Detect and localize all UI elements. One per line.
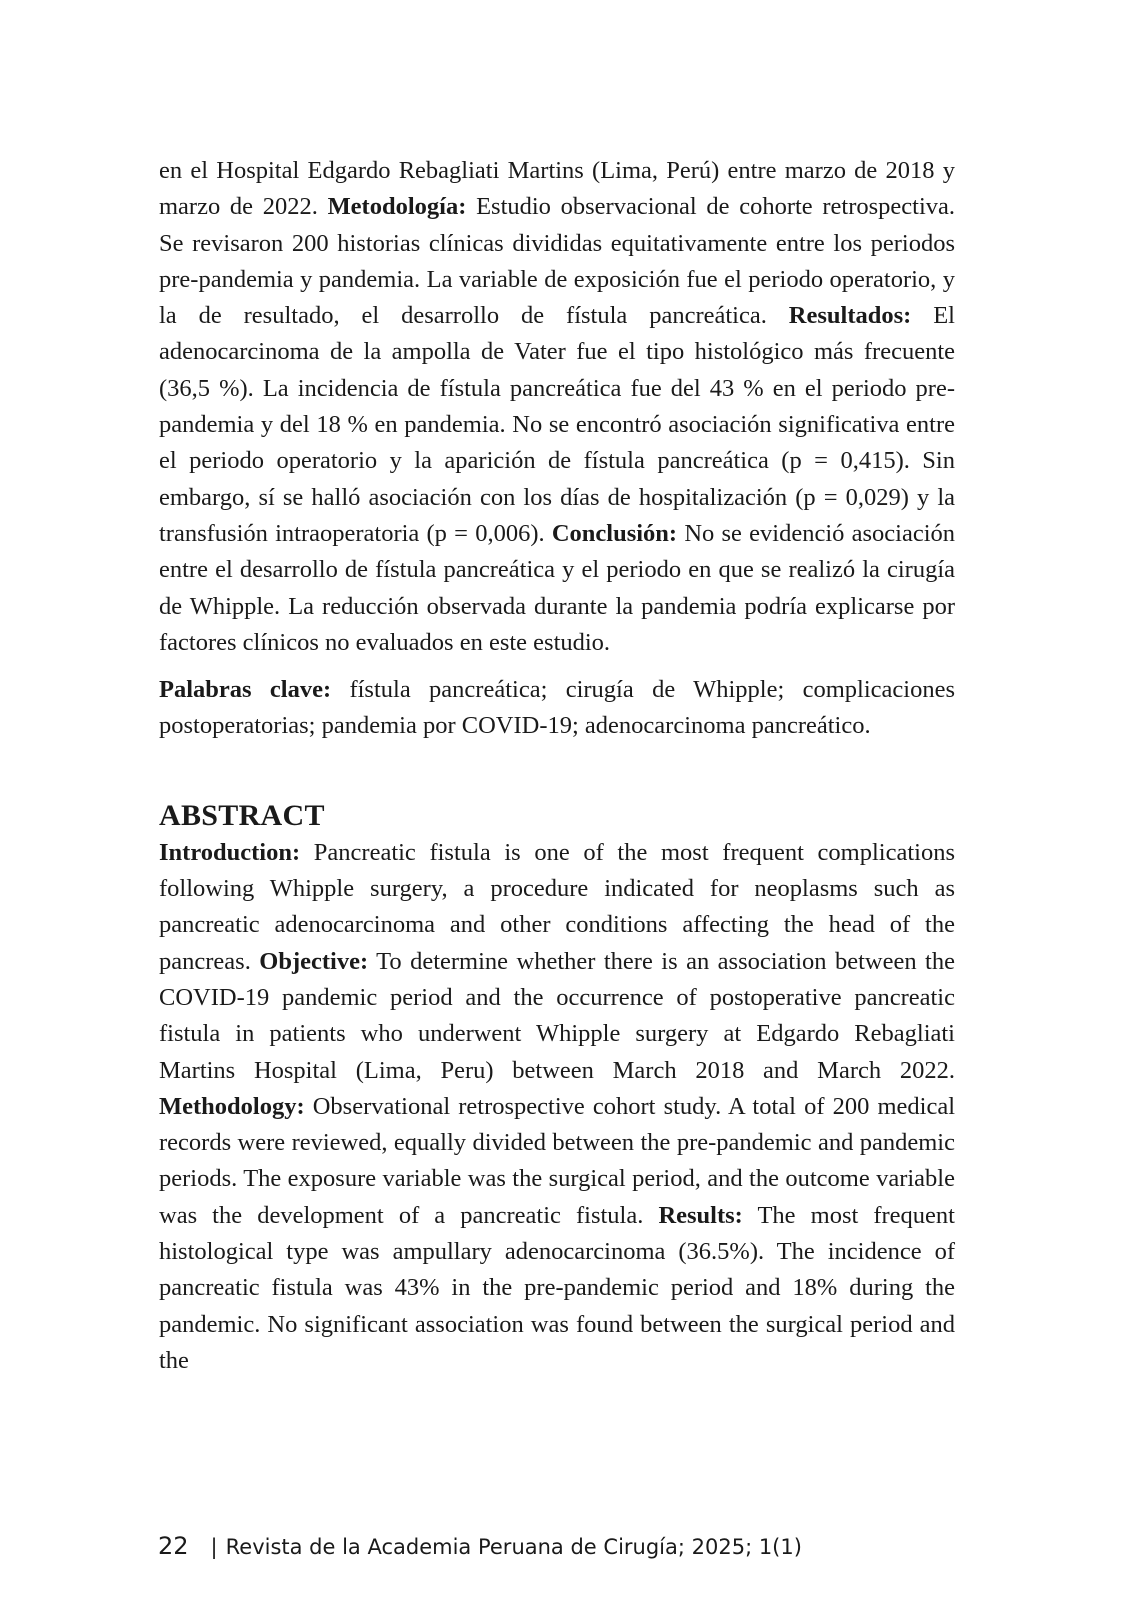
abstract-heading: ABSTRACT: [159, 798, 325, 832]
resumen-paragraph: [159, 153, 955, 661]
results-text: The most frequent histological type was ampullary adenocarcinoma (36.5%). The incidence of pancreatic fistula was 43% in the pre-pandemic period and 18% during the pandemic. No significant association was found between the surgical period and the: [159, 1201, 955, 1374]
text-column: [159, 153, 955, 1379]
methodology-text: Observational retrospective cohort study. A total of 200 medical records were reviewed, equally divided between the pre-pandemic and pandemic periods. The exposure variable was the surgical period, and the outcome variable was the development of a pancreatic fistula.: [159, 1092, 955, 1229]
metodologia-label: Metodología:: [327, 193, 467, 221]
objective-text: To determine whether there is an association between the COVID-19 pandemic period and the occurrence of postoperative pancreatic fistula in patients who underwent Whipple surgery at Edgardo Rebagliati Martins Hospital (Lima, Peru) between March 2018 and March 2022.: [159, 947, 955, 1084]
keywords-text: fístula pancreática; cirugía de Whipple; complicaciones postoperatorias; pandemia por COVID-19; adenocarcinoma pancreático.: [159, 676, 955, 740]
page-footer: [158, 1532, 802, 1561]
metodologia-text: Estudio observacional de cohorte retrospectiva. Se revisaron 200 historias clínicas divididas equitativamente entre los periodos pre-pandemia y pandemia. La variable de exposición fue el periodo operatorio, y la de resultado, el desarrollo de fístula pancreática.: [159, 193, 956, 330]
resumen-text: en el Hospital Edgardo Rebagliati Martins (Lima, Perú) entre marzo de 2018 y marzo de 2022.: [159, 157, 955, 221]
resultados-text: El adenocarcinoma de la ampolla de Vater fue el tipo histológico más frecuente (36,5 %). La incidencia de fístula pancreática fue del 43 % en el periodo pre-pandemia y del 18 % en pandemia. No se encontró asociación significativa entre el periodo operatorio y la aparición de fístula pancreática (p = 0,415). Sin embargo, sí se halló asociación con los días de hospitalización (p = 0,029) y la transfusión intraoperatoria (p = 0,006).: [159, 302, 955, 547]
methodology-label: Methodology:: [159, 1092, 305, 1120]
abstract-paragraph: [159, 835, 955, 1379]
introduction-label: Introduction:: [159, 838, 301, 866]
introduction-text: Pancreatic fistula is one of the most frequent complications following Whipple surgery, a procedure indicated for neoplasms such as pancreatic adenocarcinoma and other conditions affecting the head of the pancreas.: [159, 838, 955, 975]
objective-label: Objective:: [259, 947, 369, 975]
results-label: Results:: [658, 1201, 743, 1229]
resultados-label: Resultados:: [788, 302, 912, 330]
keywords-paragraph: [159, 672, 955, 745]
page-number: 22: [158, 1532, 189, 1560]
journal-citation: Revista de la Academia Peruana de Cirugía; 2025; 1(1): [225, 1535, 802, 1559]
conclusion-label: Conclusión:: [551, 519, 678, 547]
keywords-label: Palabras clave:: [159, 676, 332, 704]
conclusion-text: No se evidenció asociación entre el desarrollo de fístula pancreática y el periodo en que se realizó la cirugía de Whipple. La reducción observada durante la pandemia podría explicarse por factores clínicos no evaluados en este estudio.: [159, 519, 955, 656]
footer-separator: |: [210, 1535, 218, 1559]
